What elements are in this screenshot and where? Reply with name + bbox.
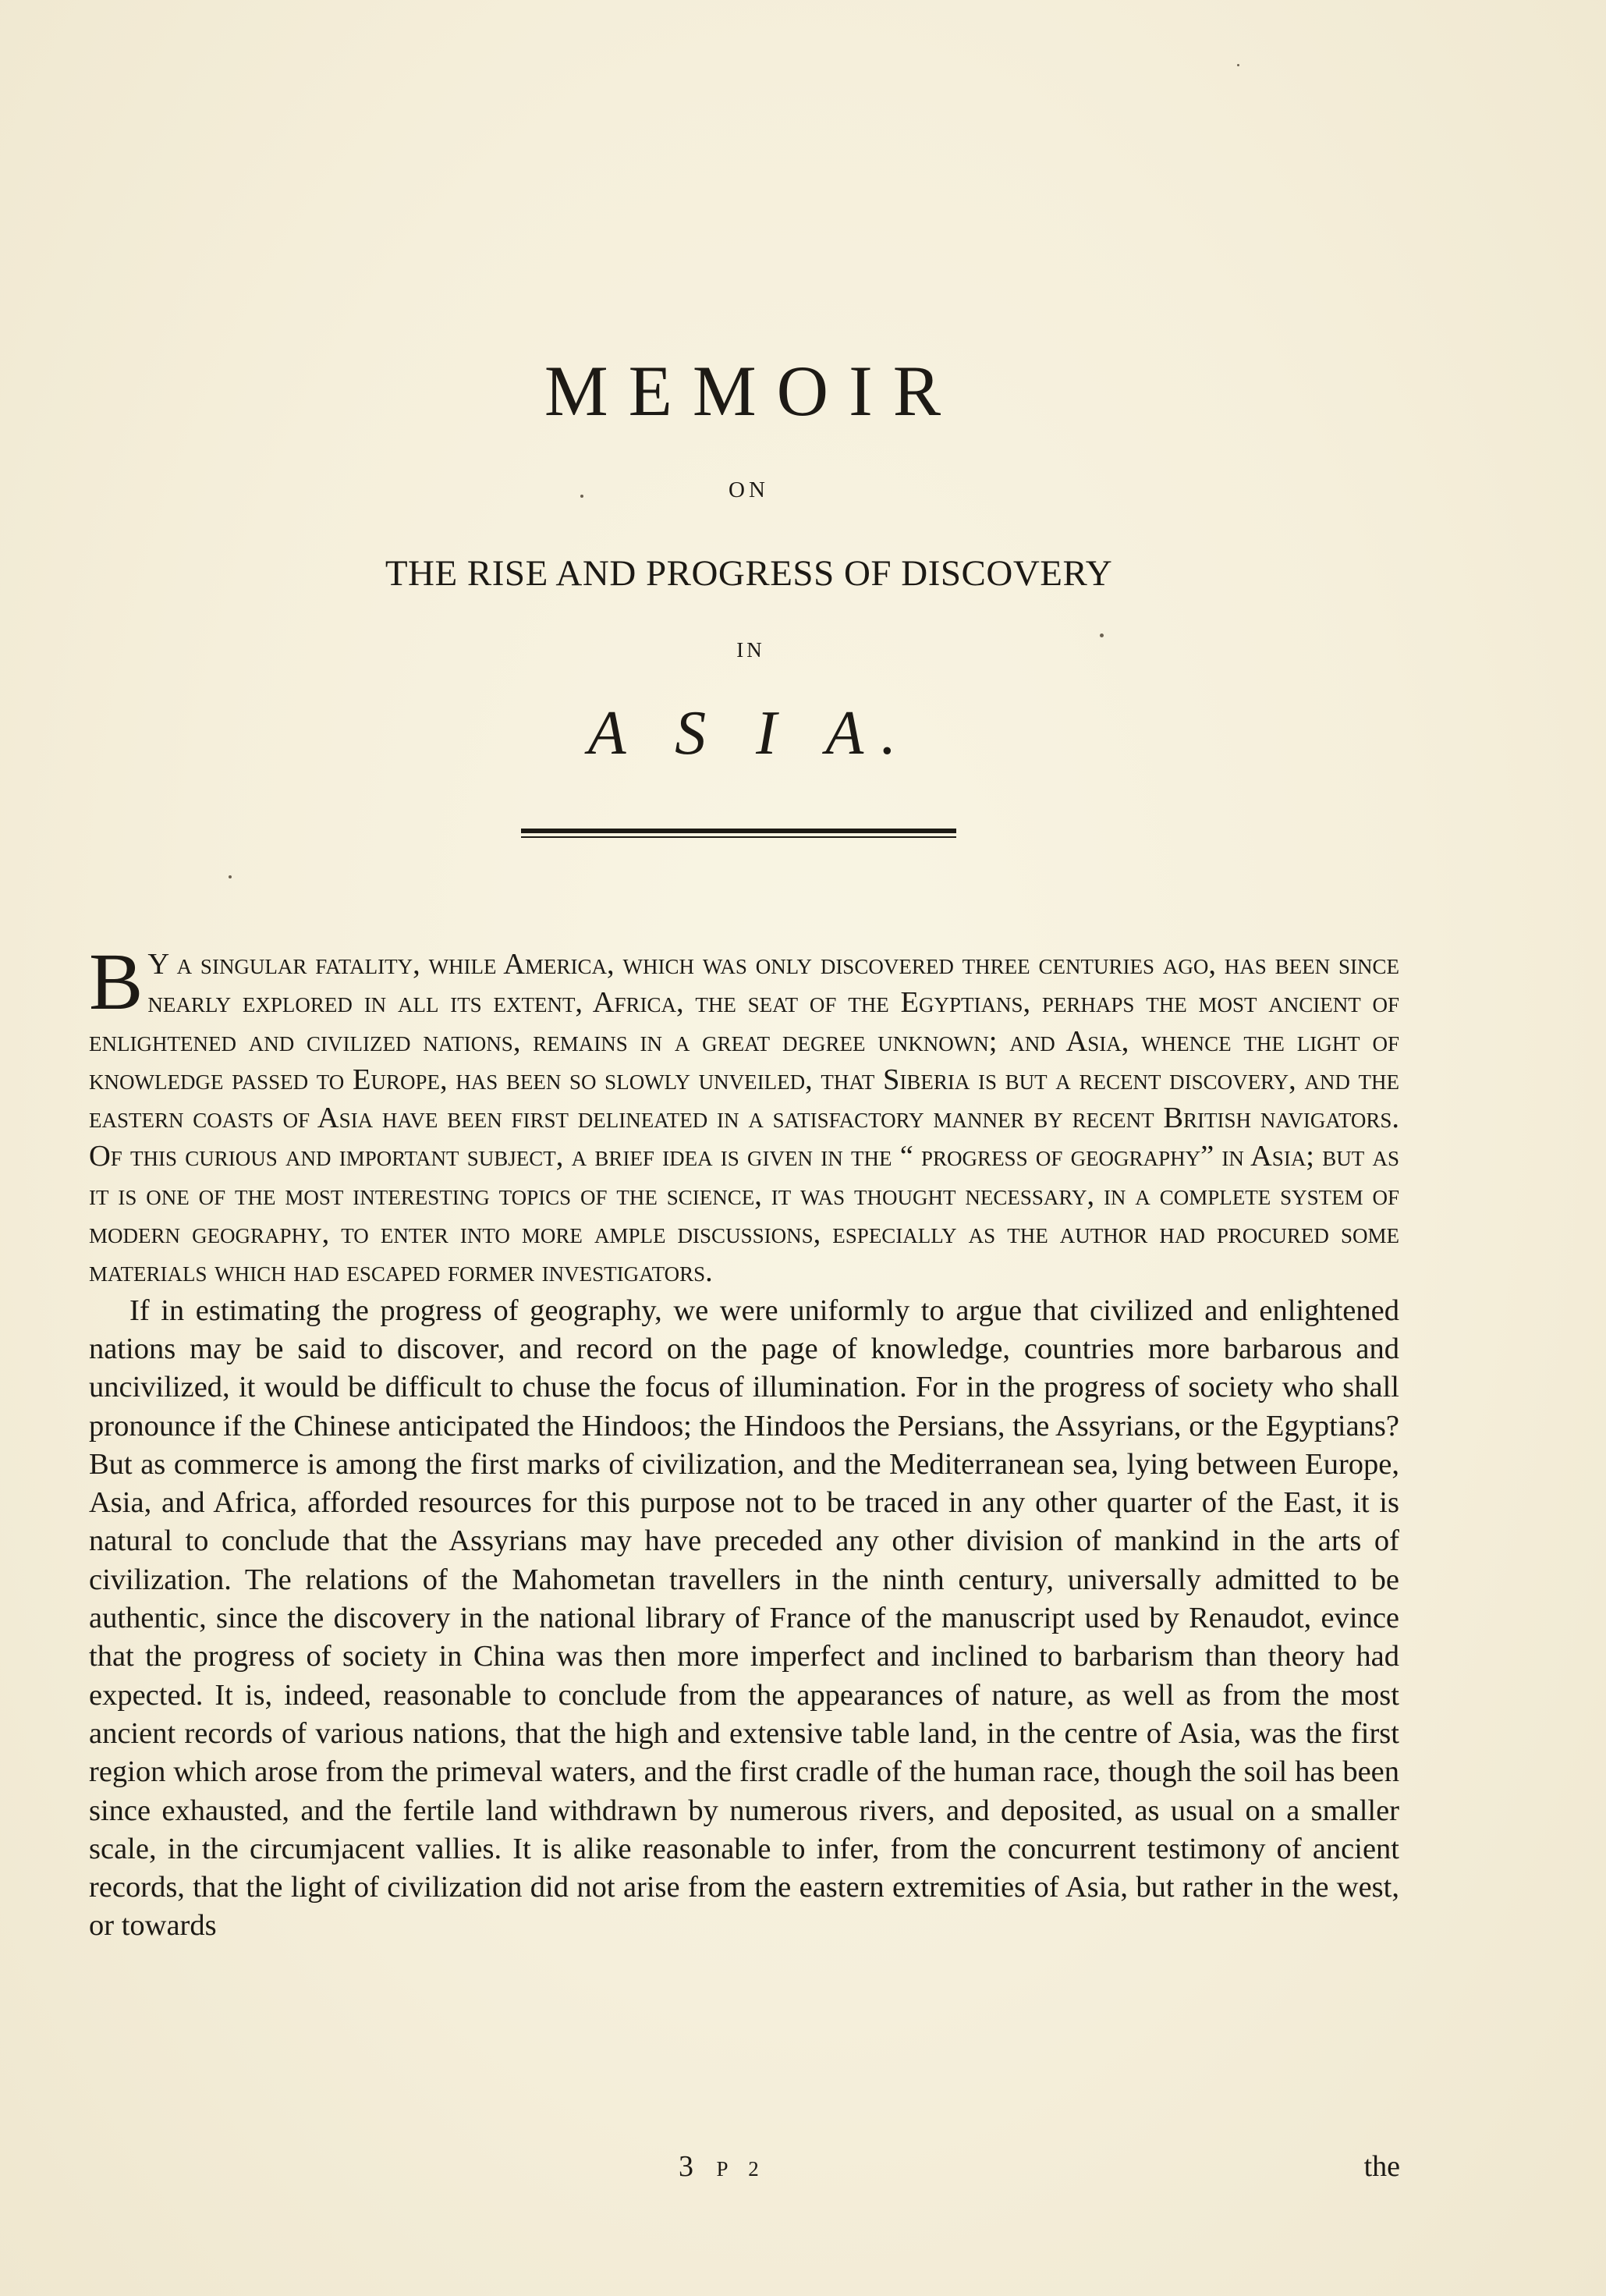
paragraph-2: If in estimating the progress of geography, we were uniformly to argue that civilized and enlightened nations may be said to discover, and record on the page of knowledge, countries more barbarous and uncivilized, it would be difficult to chuse the focus of illumination. For in the progress of society who shall pronounce if the Chinese anticipated the Hindoos; the Hindoos the Persians, the Assyrians, or the Egyptians? But as commerce is among the first marks of civilization, and the Mediterranean sea, lying between Europe, Asia, and Africa, afforded resources for this purpose not to be traced in any other quarter of the East, it is natural to conclude that the Assyrians may have preceded any other division of mankind in the arts of civilization. The relations of the Mahometan travellers in the ninth century, universally admitted to be authentic, since the discovery in the national library of France of the manuscript used by Renaudot, evince that the progress of society in China was then more imperfect and inclined to barbarism than theory had expected. It is, indeed, reasonable to conclude from the appearances of nature, as well as from the most ancient records of various nations, that the high and extensive table land, in the centre of Asia, was the first region which arose from the primeval waters, and the first cradle of the human race, though the soil has been since exhausted, and the fertile land withdrawn by numerous rivers, and deposited, as usual on a smaller scale, in the circumjacent vallies. It is alike reasonable to infer, from the concurrent testimony of ancient records, that the light of civilization did not arise from the eastern extremities of Asia, but rather in the west, or towards [89,1293,1399,1943]
title-in: IN [736,638,765,662]
title-on: ON [729,477,769,502]
paragraph-1-text: Y a singular fatality, while America, which was only discovered three centuries ago, has been since nearly explored in all its extent, Africa, the seat of the Egyptians, perhaps the most ancient of enlightened and civilized nations, remains in a great degree unknown; and Asia, whence the light of knowledge passed to Europe, has been so slowly unveiled, that Siberia is but a recent discovery, and the eastern coasts of Asia have been first delineated in a satisfactory manner by recent British navigators. Of this curious and important subject, a brief idea is given in the “ progress of geography” in Asia; but as it is one of the most interesting topics of the science, it was thought necessary, in a complete system of modern geography, to enter into more ample discussions, especially as the author had procured some materials which had escaped former investigators. [89,948,1399,1289]
paper-speck [580,495,583,498]
paper-speck [1100,633,1104,637]
title-rule-thick [521,829,956,833]
body-text [89,937,1399,1946]
region-title: A S I A. [587,699,914,768]
drop-cap: B [89,937,144,1027]
page-title: MEMOIR [544,351,962,431]
signature-mark [679,2149,767,2184]
paragraph-1 [89,937,1399,1292]
catchword: the [1363,2150,1400,2183]
signature-letters: P 2 [716,2157,767,2181]
paper-speck [1237,64,1239,66]
paper-speck [229,875,232,878]
title-rule-thin [521,836,956,838]
subtitle: THE RISE AND PROGRESS OF DISCOVERY [385,553,1113,594]
signature-number: 3 [679,2150,701,2183]
